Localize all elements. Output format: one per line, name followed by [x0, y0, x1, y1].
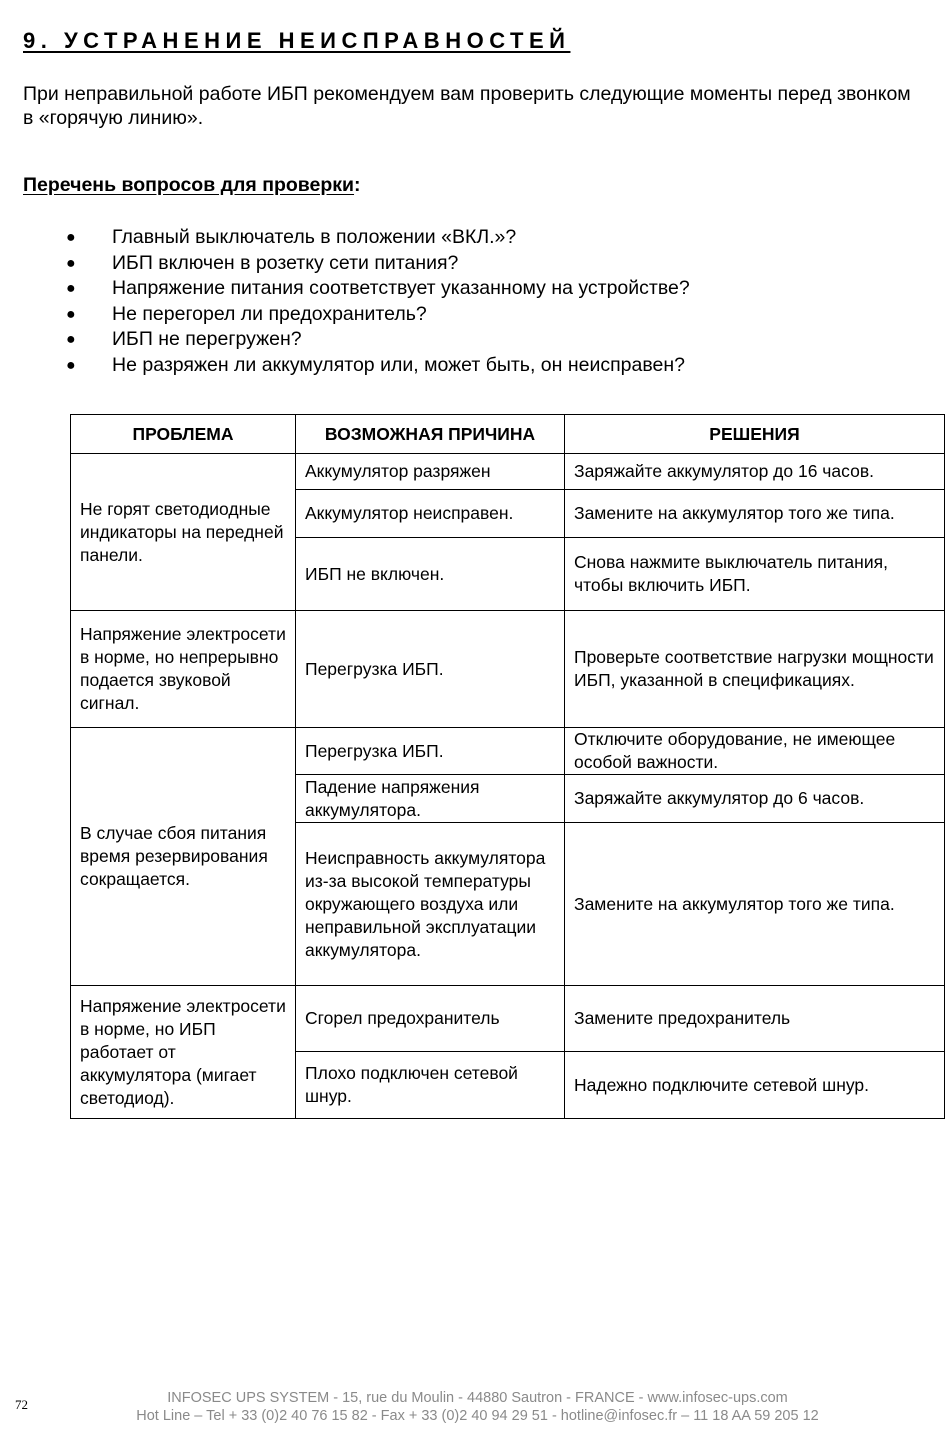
checklist-item-text: ИБП включен в розетку сети питания?	[112, 251, 459, 274]
checklist-item	[0, 302, 690, 328]
checklist-item-text: Напряжение питания соответствует указанному на устройстве?	[112, 277, 690, 300]
solution-cell: Заряжайте аккумулятор до 16 часов.	[565, 454, 945, 490]
solution-cell: Надежно подключите сетевой шнур.	[565, 1052, 945, 1119]
checklist-item	[0, 276, 690, 302]
table-row	[71, 611, 945, 728]
table-row	[71, 986, 945, 1052]
bullet-icon: ●	[66, 356, 76, 374]
page-number: 72	[15, 1397, 28, 1412]
checklist-item	[0, 353, 690, 379]
checklist-item-text: Не перегорел ли предохранитель?	[112, 302, 427, 325]
page-footer	[0, 1390, 950, 1425]
checklist-title-colon: :	[354, 174, 361, 196]
footer-contacts: Hot Line – Tel + 33 (0)2 40 76 15 82 - Fax + 33 (0)2 40 94 29 51 - hotline@infosec.fr – 11 18 AA 59 205 12	[136, 1407, 819, 1424]
problem-cell: Напряжение электросети в норме, но непрерывно подается звуковой сигнал.	[71, 611, 296, 728]
bullet-icon: ●	[66, 254, 76, 272]
cause-cell: ИБП не включен.	[296, 538, 565, 611]
bullet-icon: ●	[66, 280, 76, 298]
cause-cell: Аккумулятор неисправен.	[296, 490, 565, 538]
problem-cell: Не горят светодиодные индикаторы на передней панели.	[71, 454, 296, 611]
checklist-title	[23, 174, 361, 197]
checklist-item	[0, 225, 690, 251]
bullet-icon: ●	[66, 331, 76, 349]
header-cause: ВОЗМОЖНАЯ ПРИЧИНА	[296, 415, 565, 454]
solution-cell: Замените на аккумулятор того же типа.	[565, 823, 945, 986]
checklist-item-text: Главный выключатель в положении «ВКЛ.»?	[112, 226, 517, 248]
cause-cell: Плохо подключен сетевой шнур.	[296, 1052, 565, 1119]
checklist-item	[0, 251, 690, 277]
bullet-icon: ●	[66, 229, 76, 246]
problem-cell: Напряжение электросети в норме, но ИБП работает от аккумулятора (мигает светодиод).	[71, 986, 296, 1119]
checklist-item	[0, 327, 690, 353]
solution-cell: Заряжайте аккумулятор до 6 часов.	[565, 775, 945, 823]
solution-cell: Отключите оборудование, не имеющее особой важности.	[565, 728, 945, 775]
cause-cell: Неисправность аккумулятора из-за высокой температуры окружающего воздуха или неправильной эксплуатации аккумулятора.	[296, 823, 565, 986]
cause-cell: Перегрузка ИБП.	[296, 611, 565, 728]
table-header-row	[71, 415, 945, 454]
solution-cell: Замените предохранитель	[565, 986, 945, 1052]
table-row	[71, 728, 945, 775]
solution-cell: Снова нажмите выключатель питания, чтобы включить ИБП.	[565, 538, 945, 611]
checklist	[0, 225, 690, 379]
checklist-item-text: ИБП не перегружен?	[112, 328, 302, 351]
header-solution: РЕШЕНИЯ	[565, 415, 945, 454]
checklist-item-text: Не разряжен ли аккумулятор или, может быть, он неисправен?	[112, 353, 685, 376]
solution-cell: Замените на аккумулятор того же типа.	[565, 490, 945, 538]
problem-cell: В случае сбоя питания время резервирования сокращается.	[71, 728, 296, 986]
header-problem: ПРОБЛЕМА	[71, 415, 296, 454]
cause-cell: Аккумулятор разряжен	[296, 454, 565, 490]
cause-cell: Падение напряжения аккумулятора.	[296, 775, 565, 823]
table-row	[71, 454, 945, 490]
checklist-title-text: Перечень вопросов для проверки	[23, 174, 355, 196]
page-heading: 9. УСТРАНЕНИЕ НЕИСПРАВНОСТЕЙ	[23, 28, 571, 53]
troubleshooting-table	[70, 414, 945, 1119]
cause-cell: Перегрузка ИБП.	[296, 728, 565, 775]
cause-cell: Сгорел предохранитель	[296, 986, 565, 1052]
footer-address: INFOSEC UPS SYSTEM - 15, rue du Moulin - 44880 Sautron - FRANCE - www.infosec-ups.com	[167, 1390, 788, 1406]
bullet-icon: ●	[66, 305, 76, 323]
solution-cell: Проверьте соответствие нагрузки мощности ИБП, указанной в спецификациях.	[565, 611, 945, 728]
intro-paragraph: При неправильной работе ИБП рекомендуем вам проверить следующие моменты перед звонком в «горячую линию».	[23, 83, 911, 129]
